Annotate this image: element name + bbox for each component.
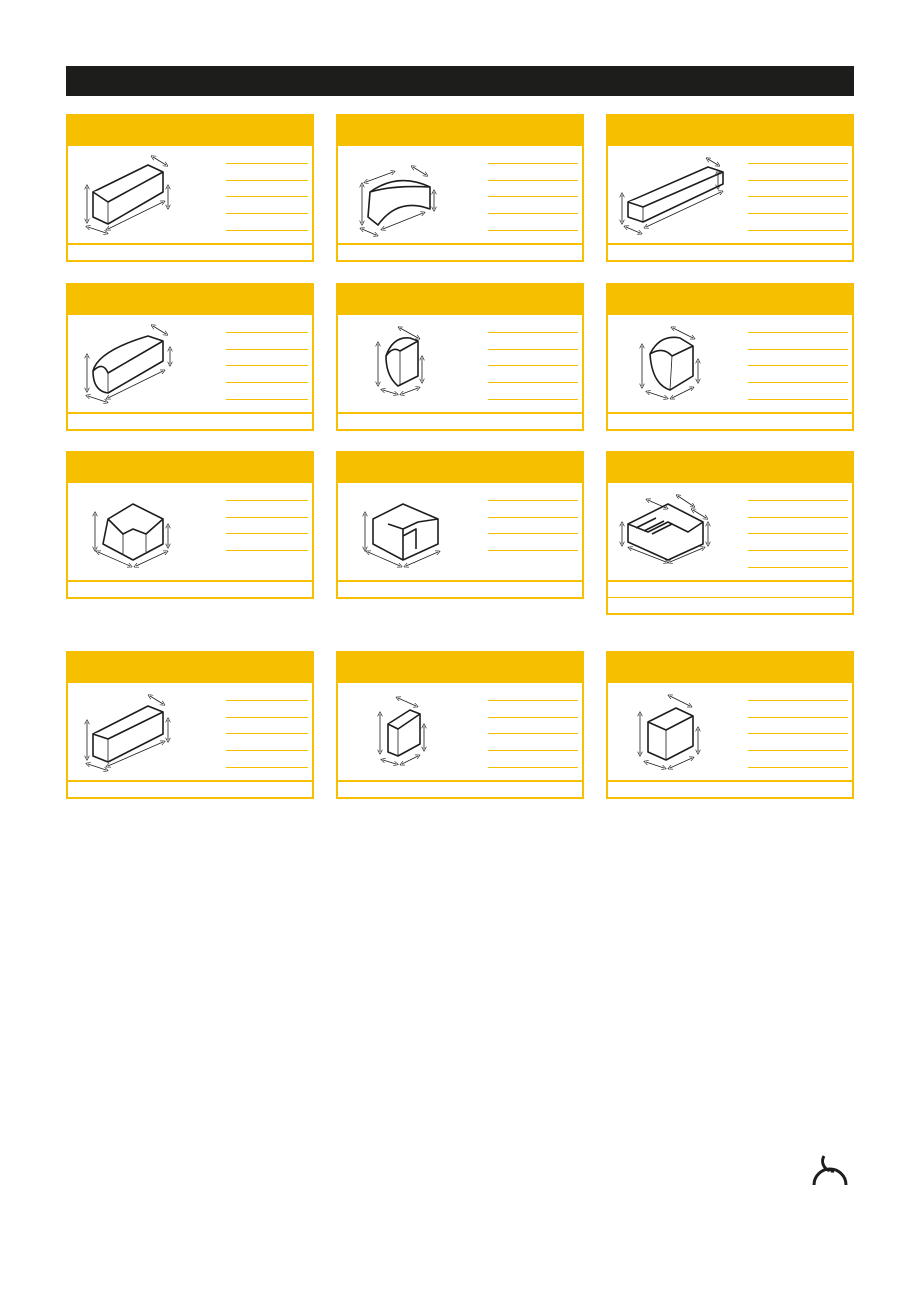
- spec-label: [226, 517, 302, 534]
- spec-label: [488, 383, 564, 400]
- price-line: [608, 581, 852, 597]
- brand-logo: [806, 1153, 854, 1189]
- product-card-b3: [66, 283, 314, 431]
- spec-row-kg-palet: [748, 751, 848, 768]
- product-drawing: [608, 484, 758, 584]
- spec-label: [226, 214, 302, 231]
- spec-row-kg-palet: [748, 551, 848, 568]
- spec-label: [748, 163, 824, 180]
- card-title: [608, 285, 852, 315]
- spec-row-kg-buc: [226, 197, 308, 214]
- spec-label: [488, 500, 564, 517]
- spec-label: [488, 316, 564, 332]
- product-drawing: [338, 316, 488, 416]
- spec-value: [824, 214, 848, 231]
- footer: [866, 1238, 876, 1250]
- spec-label: [488, 197, 564, 214]
- product-drawing: [338, 684, 488, 784]
- spec-label: [488, 147, 564, 163]
- spec-value: [564, 734, 578, 751]
- spec-row-inaltime: [748, 147, 848, 163]
- spec-label: [226, 349, 302, 366]
- spec-label: [748, 484, 824, 500]
- spec-value: [302, 734, 308, 751]
- spec-value: [824, 551, 848, 568]
- spec-value: [824, 163, 848, 180]
- product-card-b3int: [336, 451, 584, 599]
- spec-label: [748, 366, 824, 383]
- spec-row-kg-palet: [226, 751, 308, 768]
- spec-label: [226, 734, 302, 751]
- product-drawing: [68, 147, 218, 247]
- spec-row-kg-buc: [488, 517, 578, 534]
- spec-row-kg-buc: [748, 197, 848, 214]
- product-drawing: [68, 484, 218, 584]
- spec-row-buc-m: [488, 163, 578, 180]
- spec-value: [824, 366, 848, 383]
- spec-value: [302, 332, 308, 349]
- specs-table: [488, 484, 578, 551]
- price-line: [338, 413, 582, 429]
- spec-value: [302, 717, 308, 734]
- price-line: [68, 581, 312, 597]
- product-drawing: [608, 316, 758, 416]
- spec-value: [824, 484, 848, 500]
- product-card-b13c: [336, 114, 584, 262]
- spec-value: [302, 484, 308, 500]
- spec-value: [302, 147, 308, 163]
- spec-value: [302, 214, 308, 231]
- spec-row-kg-palet: [488, 534, 578, 551]
- price-line: [338, 781, 582, 797]
- spec-label: [226, 484, 302, 500]
- spec-value: [302, 517, 308, 534]
- card-title: [68, 653, 312, 683]
- spec-value: [564, 366, 578, 383]
- card-title: [68, 116, 312, 146]
- spec-value: [824, 147, 848, 163]
- card-title: [338, 453, 582, 483]
- spec-row-buc-m: [488, 700, 578, 717]
- spec-value: [564, 163, 578, 180]
- price-line: [68, 244, 312, 260]
- delimitari-logo-icon: [806, 1153, 854, 1187]
- spec-value: [564, 700, 578, 717]
- spec-row-buc-m: [226, 700, 308, 717]
- spec-row-buc-palet: [226, 349, 308, 366]
- spec-value: [302, 180, 308, 197]
- product-drawing: [338, 484, 488, 584]
- spec-label: [748, 517, 824, 534]
- spec-row-kg-buc: [226, 517, 308, 534]
- price-line: [608, 781, 852, 797]
- card-title: [338, 653, 582, 683]
- specs-table: [748, 684, 848, 768]
- card-title: [338, 285, 582, 315]
- spec-label: [748, 700, 824, 717]
- spec-label: [226, 383, 302, 400]
- spec-row-buc-palet: [748, 349, 848, 366]
- price-line: [608, 413, 852, 429]
- spec-label: [226, 684, 302, 700]
- spec-value: [824, 500, 848, 517]
- spec-label: [748, 551, 824, 568]
- spec-label: [226, 332, 302, 349]
- card-title: [608, 653, 852, 683]
- price-line: [338, 581, 582, 597]
- specs-table: [488, 684, 578, 768]
- spec-row-kg-palet: [488, 383, 578, 400]
- product-card-b11: [606, 114, 854, 262]
- spec-value: [564, 316, 578, 332]
- spec-value: [824, 700, 848, 717]
- spec-value: [302, 700, 308, 717]
- spec-label: [748, 332, 824, 349]
- spec-value: [564, 751, 578, 768]
- spec-label: [226, 717, 302, 734]
- spec-label: [226, 366, 302, 383]
- spec-row-buc-palet: [748, 717, 848, 734]
- spec-value: [302, 751, 308, 768]
- product-card-b6: [66, 651, 314, 799]
- spec-label: [226, 180, 302, 197]
- spec-label: [488, 332, 564, 349]
- specs-table: [226, 147, 308, 231]
- spec-row-inaltime: [748, 684, 848, 700]
- spec-label: [748, 180, 824, 197]
- spec-value: [564, 180, 578, 197]
- spec-label: [748, 383, 824, 400]
- price-line: [608, 244, 852, 260]
- spec-row-kg-buc: [488, 734, 578, 751]
- spec-value: [302, 534, 308, 551]
- spec-label: [488, 484, 564, 500]
- specs-table: [748, 484, 848, 568]
- spec-row-kg-buc: [226, 734, 308, 751]
- spec-row-inaltime: [226, 484, 308, 500]
- spec-value: [564, 517, 578, 534]
- price-line: [338, 244, 582, 260]
- spec-row-buc-m: [226, 163, 308, 180]
- product-drawing: [338, 147, 488, 247]
- product-drawing: [608, 147, 758, 247]
- spec-row-kg-buc: [488, 366, 578, 383]
- spec-row-buc-palet: [488, 180, 578, 197]
- spec-value: [564, 534, 578, 551]
- spec-row-kg-buc: [748, 734, 848, 751]
- spec-value: [564, 500, 578, 517]
- spec-row-kg-buc: [748, 534, 848, 551]
- spec-row-kg-buc: [226, 366, 308, 383]
- spec-value: [564, 147, 578, 163]
- specs-table: [226, 484, 308, 551]
- spec-label: [226, 500, 302, 517]
- card-title: [608, 116, 852, 146]
- specs-table: [488, 147, 578, 231]
- spec-value: [302, 383, 308, 400]
- spec-label: [488, 517, 564, 534]
- spec-value: [564, 349, 578, 366]
- spec-row-buc-palet: [748, 180, 848, 197]
- spec-value: [824, 316, 848, 332]
- spec-row-kg-palet: [226, 383, 308, 400]
- spec-row-inaltime: [748, 484, 848, 500]
- spec-value: [564, 717, 578, 734]
- spec-label: [488, 180, 564, 197]
- spec-row-kg-palet: [488, 214, 578, 231]
- spec-label: [488, 717, 564, 734]
- specs-table: [226, 684, 308, 768]
- spec-value: [302, 500, 308, 517]
- spec-row-kg-palet: [488, 751, 578, 768]
- spec-row-inaltime: [226, 684, 308, 700]
- spec-row-kg-palet: [748, 383, 848, 400]
- spec-value: [564, 484, 578, 500]
- spec-row-inaltime: [488, 316, 578, 332]
- product-card-acces: [606, 451, 854, 615]
- spec-label: [488, 684, 564, 700]
- spec-label: [748, 734, 824, 751]
- spec-label: [226, 751, 302, 768]
- card-title: [68, 285, 312, 315]
- spec-label: [226, 163, 302, 180]
- product-card-b31: [336, 283, 584, 431]
- spec-value: [564, 214, 578, 231]
- specs-table: [488, 316, 578, 400]
- spec-value: [302, 684, 308, 700]
- spec-label: [226, 534, 302, 551]
- spec-label: [748, 717, 824, 734]
- spec-value: [564, 197, 578, 214]
- page-title: [66, 66, 854, 96]
- spec-label: [488, 366, 564, 383]
- spec-value: [824, 517, 848, 534]
- spec-value: [824, 197, 848, 214]
- spec-row-inaltime: [226, 316, 308, 332]
- spec-row-buc-palet: [488, 500, 578, 517]
- spec-row-inaltime: [226, 147, 308, 163]
- spec-label: [748, 534, 824, 551]
- spec-row-buc-palet: [488, 717, 578, 734]
- spec-label: [748, 751, 824, 768]
- spec-row-buc-palet: [226, 500, 308, 517]
- spec-row-buc-m: [488, 332, 578, 349]
- spec-label: [748, 214, 824, 231]
- spec-row-buc-palet: [748, 517, 848, 534]
- spec-label: [226, 147, 302, 163]
- price-line-special: [608, 597, 852, 613]
- spec-row-buc-m: [748, 332, 848, 349]
- spec-label: [488, 349, 564, 366]
- product-drawing: [68, 316, 218, 416]
- card-title: [608, 453, 852, 483]
- spec-row-kg-palet: [226, 534, 308, 551]
- spec-value: [824, 349, 848, 366]
- spec-row-kg-palet: [748, 214, 848, 231]
- product-card-b62: [606, 651, 854, 799]
- spec-label: [488, 214, 564, 231]
- spec-row-buc-palet: [226, 180, 308, 197]
- spec-value: [824, 383, 848, 400]
- price-line: [68, 781, 312, 797]
- spec-value: [302, 197, 308, 214]
- specs-table: [748, 147, 848, 231]
- spec-row-inaltime: [748, 316, 848, 332]
- spec-row-inaltime: [488, 684, 578, 700]
- product-drawing: [608, 684, 758, 784]
- spec-value: [564, 684, 578, 700]
- spec-row-buc-m: [748, 500, 848, 517]
- spec-value: [564, 383, 578, 400]
- product-card-b3ext: [66, 451, 314, 599]
- spec-row-buc-palet: [226, 717, 308, 734]
- spec-label: [748, 147, 824, 163]
- price-line: [68, 413, 312, 429]
- spec-label: [226, 316, 302, 332]
- spec-value: [824, 751, 848, 768]
- spec-value: [302, 366, 308, 383]
- product-drawing: [68, 684, 218, 784]
- spec-value: [302, 316, 308, 332]
- spec-value: [824, 534, 848, 551]
- spec-label: [226, 197, 302, 214]
- spec-value: [302, 349, 308, 366]
- product-card-b61: [336, 651, 584, 799]
- specs-table: [226, 316, 308, 400]
- product-card-b13: [66, 114, 314, 262]
- spec-value: [824, 332, 848, 349]
- spec-label: [748, 197, 824, 214]
- spec-value: [824, 717, 848, 734]
- product-card-b32: [606, 283, 854, 431]
- spec-value: [824, 684, 848, 700]
- card-title: [68, 453, 312, 483]
- spec-row-inaltime: [488, 147, 578, 163]
- spec-row-buc-m: [748, 700, 848, 717]
- spec-value: [564, 332, 578, 349]
- spec-row-inaltime: [488, 484, 578, 500]
- spec-label: [488, 534, 564, 551]
- spec-label: [488, 700, 564, 717]
- spec-row-buc-palet: [488, 349, 578, 366]
- card-title: [338, 116, 582, 146]
- spec-label: [488, 751, 564, 768]
- spec-label: [748, 500, 824, 517]
- spec-row-kg-buc: [488, 197, 578, 214]
- specs-table: [748, 316, 848, 400]
- spec-row-buc-m: [226, 332, 308, 349]
- spec-label: [748, 349, 824, 366]
- spec-label: [226, 700, 302, 717]
- spec-value: [824, 734, 848, 751]
- spec-value: [302, 163, 308, 180]
- spec-label: [488, 163, 564, 180]
- spec-row-buc-m: [748, 163, 848, 180]
- spec-label: [748, 684, 824, 700]
- spec-row-kg-buc: [748, 366, 848, 383]
- spec-row-kg-palet: [226, 214, 308, 231]
- spec-label: [488, 734, 564, 751]
- spec-label: [748, 316, 824, 332]
- spec-value: [824, 180, 848, 197]
